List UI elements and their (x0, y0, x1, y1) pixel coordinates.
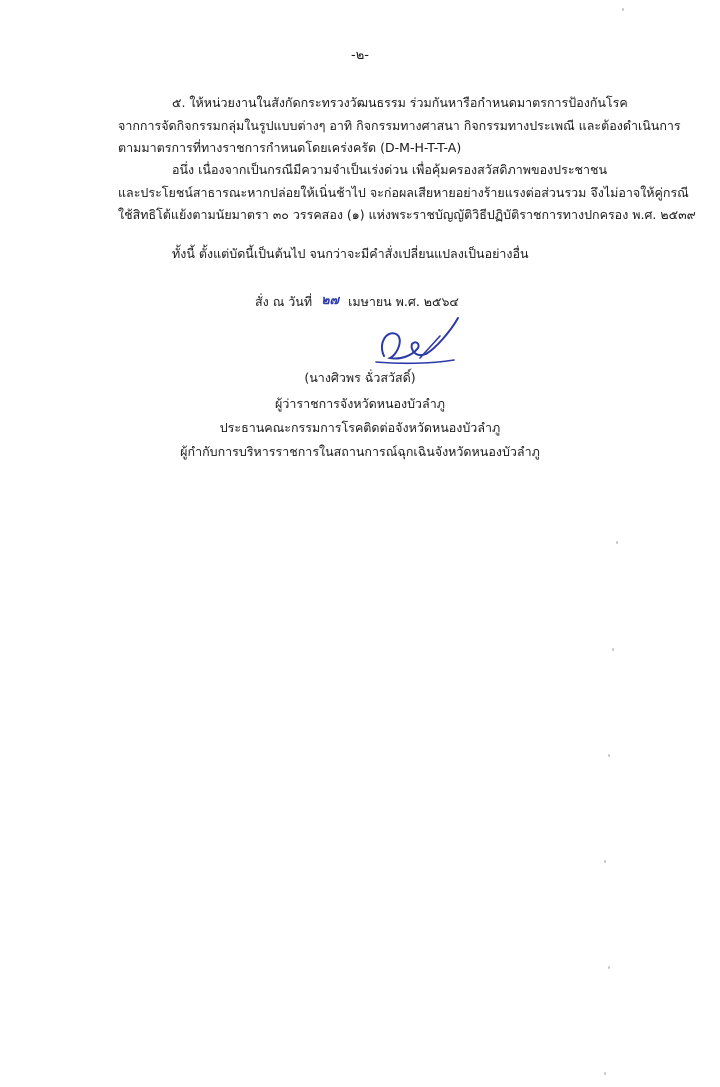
scan-speck (612, 648, 614, 651)
paragraph-line: ๕. ให้หน่วยงานในสังกัดกระทรวงวัฒนธรรม ร่วมกันหารือกำหนดมาตรการป้องกันโรค (172, 95, 628, 110)
signature-icon (360, 314, 470, 372)
order-date (255, 292, 459, 312)
paragraph-line: ตามมาตรการที่ทางราชการกำหนดโดยเคร่งครัด (D-M-H-T-T-A) (118, 140, 462, 155)
scan-speck (608, 754, 610, 757)
signer-title-emergency-director: ผู้กำกับการบริหารราชการในสถานการณ์ฉุกเฉินจังหวัดหนองบัวลำภู (180, 444, 540, 459)
order-date-month-year: เมษายน พ.ศ. ๒๕๖๔ (348, 294, 459, 309)
paragraph-line: ใช้สิทธิโต้แย้งตามนัยมาตรา ๓๐ วรรคสอง (๑) แห่งพระราชบัญญัติวิธีปฏิบัติราชการทางปกครอง พ.ศ. ๒๕๓๙ (118, 207, 696, 222)
signer-title-governor: ผู้ว่าราชการจังหวัดหนองบัวลำภู (275, 396, 445, 411)
scan-speck (616, 541, 618, 544)
paragraph-line: และประโยชน์สาธารณะหากปล่อยให้เนิ่นช้าไป จะก่อผลเสียหายอย่างร้ายแรงต่อส่วนรวม จึงไม่อาจให้คู่กรณี (118, 184, 689, 200)
scan-speck (622, 8, 624, 11)
handwritten-day: ๒๗ (321, 292, 339, 307)
scan-speck (604, 1072, 606, 1075)
signer-title-committee-chair: ประธานคณะกรรมการโรคติดต่อจังหวัดหนองบัวลำภู (219, 420, 501, 435)
paragraph-urgency (118, 159, 696, 227)
scan-speck (604, 860, 606, 863)
signer-name: (นางศิวพร ฉั่วสวัสดิ์) (304, 370, 416, 385)
paragraph-line: จากการจัดกิจกรรมกลุ่มในรูปแบบต่างๆ อาทิ กิจกรรมทางศาสนา กิจกรรมทางประเพณี และต้องดำเนินการ (118, 117, 681, 133)
scan-speck (608, 966, 610, 969)
page-number: -๒- (351, 48, 369, 63)
paragraph-item-5 (118, 92, 681, 160)
paragraph-line: อนึ่ง เนื่องจากเป็นกรณีมีความจำเป็นเร่งด่วน เพื่อคุ้มครองสวัสดิภาพของประชาชน (172, 162, 608, 177)
order-date-prefix: สั่ง ณ วันที่ (255, 294, 313, 309)
effective-statement: ทั้งนี้ ตั้งแต่บัดนี้เป็นต้นไป จนกว่าจะมีคำสั่งเปลี่ยนแปลงเป็นอย่างอื่น (172, 246, 529, 261)
